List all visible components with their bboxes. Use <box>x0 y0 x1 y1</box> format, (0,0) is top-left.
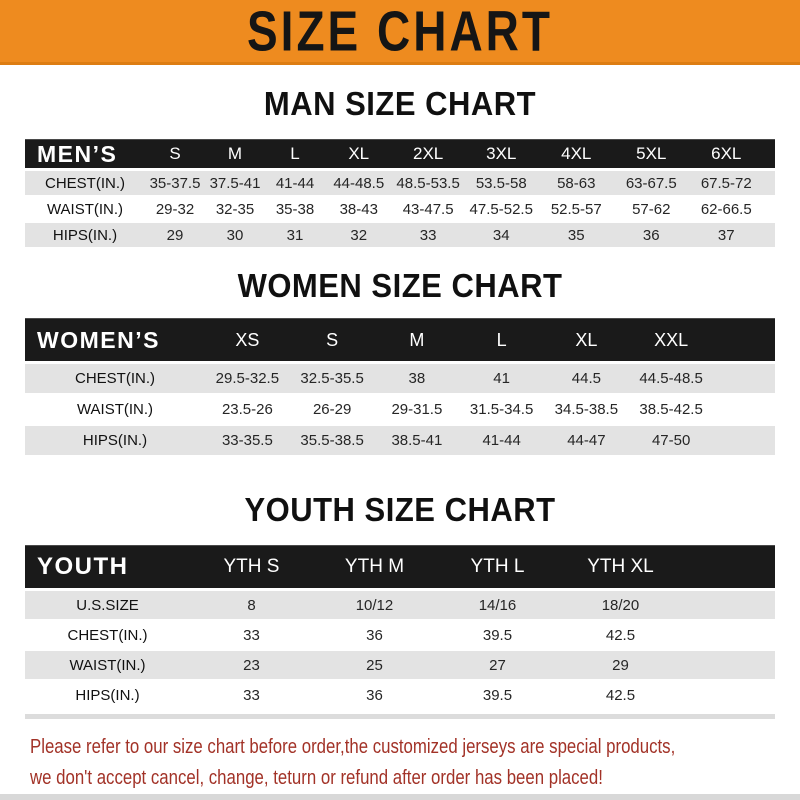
size-cell: 10/12 <box>313 591 436 621</box>
size-cell: 44-48.5 <box>325 171 393 197</box>
spacer-cell <box>714 395 776 426</box>
size-cell: 63-67.5 <box>614 171 689 197</box>
spacer-cell <box>682 651 775 681</box>
column-header: 5XL <box>614 139 689 171</box>
footer-line-2: we don't accept cancel, change, teturn or refund after order has been placed! <box>30 767 603 789</box>
column-header: S <box>145 139 205 171</box>
column-header: YTH L <box>436 545 559 591</box>
spacer-cell <box>764 171 775 197</box>
size-cell: 29-31.5 <box>375 395 460 426</box>
column-header: 3XL <box>464 139 539 171</box>
size-cell: 41-44 <box>459 426 544 457</box>
size-cell: 41 <box>459 364 544 395</box>
size-cell: 18/20 <box>559 591 682 621</box>
column-header: 6XL <box>689 139 764 171</box>
bottom-strip <box>0 794 800 800</box>
column-header: XXL <box>629 318 714 364</box>
size-cell: 23 <box>190 651 313 681</box>
column-header: S <box>290 318 375 364</box>
column-header: YTH XL <box>559 545 682 591</box>
table-header-row <box>25 318 775 364</box>
row-label: U.S.SIZE <box>25 591 190 621</box>
size-cell: 44.5-48.5 <box>629 364 714 395</box>
table-row <box>25 171 775 197</box>
row-label: WAIST(IN.) <box>25 197 145 223</box>
womens-size-table <box>25 318 775 457</box>
size-cell: 36 <box>313 681 436 711</box>
size-cell: 43-47.5 <box>393 197 464 223</box>
row-label: CHEST(IN.) <box>25 171 145 197</box>
row-label: HIPS(IN.) <box>25 426 205 457</box>
size-cell: 47.5-52.5 <box>464 197 539 223</box>
man-section-heading: MAN SIZE CHART <box>263 84 537 123</box>
mens-size-table <box>25 139 775 249</box>
size-cell: 41-44 <box>265 171 325 197</box>
size-cell: 33 <box>190 621 313 651</box>
row-label: HIPS(IN.) <box>25 223 145 249</box>
row-label: CHEST(IN.) <box>25 364 205 395</box>
size-cell: 32 <box>325 223 393 249</box>
size-cell: 42.5 <box>559 621 682 651</box>
column-header: M <box>205 139 265 171</box>
size-cell: 32-35 <box>205 197 265 223</box>
size-cell: 35-38 <box>265 197 325 223</box>
size-cell: 36 <box>313 621 436 651</box>
size-cell: 36 <box>614 223 689 249</box>
row-label: CHEST(IN.) <box>25 621 190 651</box>
size-cell: 26-29 <box>290 395 375 426</box>
size-cell: 35 <box>539 223 614 249</box>
size-cell: 67.5-72 <box>689 171 764 197</box>
page-title: SIZE CHART <box>247 0 553 63</box>
size-cell: 34 <box>464 223 539 249</box>
size-cell: 29 <box>559 651 682 681</box>
size-cell: 48.5-53.5 <box>393 171 464 197</box>
spacer-cell <box>714 426 776 457</box>
column-header: XS <box>205 318 290 364</box>
table-row <box>25 223 775 249</box>
spacer-cell <box>714 364 776 395</box>
size-cell: 23.5-26 <box>205 395 290 426</box>
column-header: 2XL <box>393 139 464 171</box>
spacer-cell <box>764 197 775 223</box>
table-row <box>25 395 775 426</box>
size-cell: 35-37.5 <box>145 171 205 197</box>
size-cell: 35.5-38.5 <box>290 426 375 457</box>
size-cell: 42.5 <box>559 681 682 711</box>
table-row <box>25 681 775 711</box>
spacer-cell <box>764 139 775 171</box>
footer-line-1: Please refer to our size chart before order,the customized jerseys are special products, <box>30 736 676 758</box>
youth-section-heading: YOUTH SIZE CHART <box>244 490 556 529</box>
size-cell: 44-47 <box>544 426 629 457</box>
size-cell: 29.5-32.5 <box>205 364 290 395</box>
table-header-row <box>25 545 775 591</box>
size-cell: 38.5-42.5 <box>629 395 714 426</box>
row-label: HIPS(IN.) <box>25 681 190 711</box>
spacer-cell <box>764 223 775 249</box>
column-header: L <box>459 318 544 364</box>
youth-table-title: YOUTH <box>25 545 190 591</box>
column-header: L <box>265 139 325 171</box>
size-cell: 27 <box>436 651 559 681</box>
size-cell: 33 <box>393 223 464 249</box>
row-label: WAIST(IN.) <box>25 395 205 426</box>
footer-note <box>30 732 675 794</box>
column-header: YTH M <box>313 545 436 591</box>
size-cell: 29 <box>145 223 205 249</box>
spacer-cell <box>682 621 775 651</box>
size-cell: 37.5-41 <box>205 171 265 197</box>
women-section-heading: WOMEN SIZE CHART <box>237 266 563 305</box>
size-cell: 39.5 <box>436 681 559 711</box>
table-row <box>25 426 775 457</box>
mens-table-title: MEN’S <box>25 139 145 171</box>
size-cell: 39.5 <box>436 621 559 651</box>
size-cell: 25 <box>313 651 436 681</box>
size-cell: 30 <box>205 223 265 249</box>
size-cell: 31.5-34.5 <box>459 395 544 426</box>
table-row <box>25 621 775 651</box>
column-header: YTH S <box>190 545 313 591</box>
size-cell: 31 <box>265 223 325 249</box>
table-row <box>25 591 775 621</box>
banner <box>0 0 800 65</box>
table-header-row <box>25 139 775 171</box>
size-cell: 14/16 <box>436 591 559 621</box>
size-cell: 62-66.5 <box>689 197 764 223</box>
column-header: XL <box>544 318 629 364</box>
column-header: XL <box>325 139 393 171</box>
table-row <box>25 651 775 681</box>
size-cell: 47-50 <box>629 426 714 457</box>
size-cell: 8 <box>190 591 313 621</box>
spacer-cell <box>682 591 775 621</box>
size-cell: 53.5-58 <box>464 171 539 197</box>
womens-table-title: WOMEN’S <box>25 318 205 364</box>
spacer-cell <box>682 545 775 591</box>
column-header: M <box>375 318 460 364</box>
divider-bar <box>25 714 775 719</box>
row-label: WAIST(IN.) <box>25 651 190 681</box>
size-cell: 38-43 <box>325 197 393 223</box>
size-cell: 33-35.5 <box>205 426 290 457</box>
size-cell: 32.5-35.5 <box>290 364 375 395</box>
size-cell: 58-63 <box>539 171 614 197</box>
size-cell: 52.5-57 <box>539 197 614 223</box>
size-cell: 29-32 <box>145 197 205 223</box>
size-cell: 38 <box>375 364 460 395</box>
spacer-cell <box>682 681 775 711</box>
size-cell: 44.5 <box>544 364 629 395</box>
size-cell: 37 <box>689 223 764 249</box>
size-cell: 34.5-38.5 <box>544 395 629 426</box>
size-cell: 57-62 <box>614 197 689 223</box>
table-row <box>25 197 775 223</box>
size-cell: 33 <box>190 681 313 711</box>
size-cell: 38.5-41 <box>375 426 460 457</box>
spacer-cell <box>714 318 776 364</box>
youth-size-table <box>25 545 775 711</box>
column-header: 4XL <box>539 139 614 171</box>
table-row <box>25 364 775 395</box>
